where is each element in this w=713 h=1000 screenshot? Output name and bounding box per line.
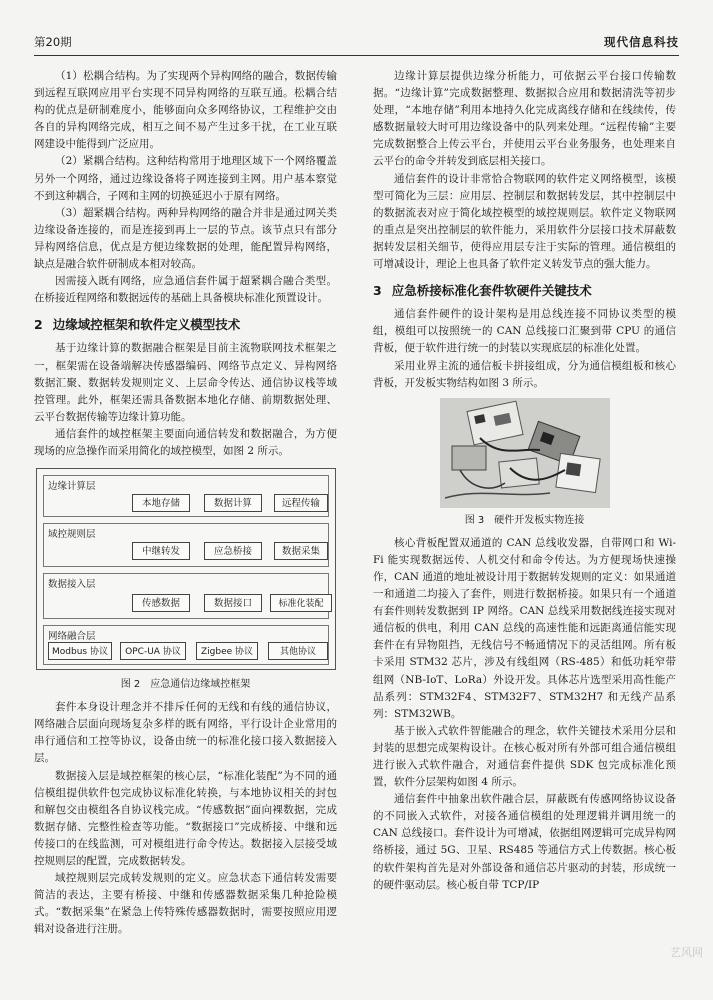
right-column [373, 68, 676, 894]
diagram-box: 数据接口 [204, 594, 262, 612]
paragraph-tight-coupling: （2）紧耦合结构。这种结构常用于地理区域下一个网络覆盖另外一个网络，通过边缘设备将子网连接到主网。用户基本察觉不到这种耦合，子网和主网的切换延迟小于原有网络。 [34, 155, 337, 202]
paragraph-board-composition: 采用业界主流的通信板卡拼接组成，分为通信模组板和核心背板，开发板实物结构如图 3 所示。 [373, 359, 676, 389]
figure-3-photo [440, 398, 610, 508]
header-rule [34, 55, 679, 56]
paragraph-fig2-intro: 通信套件的域控框架主要面向通信转发和数据融合，为方便现场的应急操作而采用简化的域控模型，如图 2 所示。 [34, 427, 337, 457]
diagram-box: 中继转发 [132, 542, 190, 560]
paragraph-sdn-model: 通信套件的设计非常恰合物联网的软件定义网络模型，该模型可简化为三层：应用层、控制层和数据转发层，其中控制层中的数据流表对应于简化域控模型的域控规则层。软件定义物联网的重点是突出控制层的软件能力，采用软件分层接口技术屏蔽数据转发层相关细节，使得应用层专注于实际的管理。通信模组的可增减设计，理论上也具备了软件定义转发节点的强大能力。 [373, 172, 676, 271]
paragraph-loose-coupling: （1）松耦合结构。为了实现两个异构网络的融合，数据传输到远程互联网应用平台实现不同异构网络的互联互通。松耦合结构的优点是研制难度小，能够面向众多网络协议，工程维护交由各自的异构网络完成，相互之间不易产生过多干扰，在工业互联网建设中能得到广泛应用。 [34, 70, 337, 151]
figure-2-title: 应急通信边缘域控框架 [150, 679, 251, 691]
layer-label: 网络融合层 [48, 631, 96, 643]
paragraph-framework: 基于边缘计算的数据融合框架是目前主流物联网技术框架之一，框架需在设备端解决传感器编码、网络节点定义、异构网络数据汇聚、数据转发规则定义、上层命令传达、通信协议栈等域控管理。此外，框架还需具备数据本地化存储、前期数据处理、云平台数据传输等边缘计算功能。 [34, 342, 337, 423]
layer-label: 域控规则层 [48, 529, 96, 541]
paragraph-edge-layer: 边缘计算层提供边缘分析能力，可依据云平台接口传输数据。“边缘计算”完成数据整理、数据拟合应用和数据清洗等初步处理，“本地存储”利用本地持久化完成离线存储和在线续传，传感数据量较大时可用边缘设备中的队列来处理。“远程传输”主要完成数据整合上传云平台，并使用云平台业务服务，也处理来自云平台的命令并转发到底层相关接口。 [373, 70, 676, 168]
journal-title: 现代信息科技 [604, 35, 679, 49]
figure-3-title: 硬件开发板实物连接 [494, 514, 585, 526]
paragraph-ultra-tight-coupling: （3）超紧耦合结构。两种异构网络的融合并非是通过网关类边缘设备连接的，而是连接到再上一层的节点。该节点只有部分异构网络信息，优点是方便边缘数据的处理，能配置异构网络，缺点是融合软件研制成本相对较高。 [34, 206, 337, 271]
section-2-number: 2 [34, 317, 43, 333]
diagram-box: 其他协议 [268, 642, 328, 660]
paragraph-domain-rule-layer: 域控规则层完成转发规则的定义。应急状态下通信转发需要简洁的表达，主要有桥接、中继和传感器数据采集几种抢险模式。“数据采集”在紧急上传特殊传感器数据时，需要按照应用逻辑对设备进行注册。 [34, 872, 337, 936]
edge-computing-layer [43, 475, 329, 517]
diagram-box: OPC-UA 协议 [120, 642, 186, 660]
paragraph-kit-type: 因需接入既有网络，应急通信套件属于超紧耦合融合类型。在桥接近程网络和数据远传的基础上具备模块标准化预置设计。 [34, 275, 337, 305]
diagram-box: Zigbee 协议 [196, 642, 258, 660]
paragraph-hardware-arch: 通信套件硬件的设计架构是用总线连接不同协议类型的模组，模组可以按照统一的 CAN 总线接口汇聚到带 CPU 的通信背板，便于软件进行统一的封装以实现底层的标准化处置。 [373, 308, 676, 355]
section-2-heading [34, 316, 337, 333]
network-fusion-layer [43, 625, 329, 665]
paragraph-software-fusion: 基于嵌入式软件智能融合的理念，软件关键技术采用分层和封装的思想完成架构设计。在核心板对所有外部可组合通信模组进行嵌入式软件融合，对通信套件提供 SDK 包完成标准化预置，软件分层架构如图 4 所示。 [373, 724, 676, 789]
diagram-box: 数据采集 [274, 542, 328, 560]
figure-3-caption [373, 512, 676, 529]
diagram-box: 数据计算 [204, 494, 262, 512]
section-3-heading [373, 282, 676, 299]
domain-control-layer [43, 523, 329, 567]
watermark: 艺风网 [670, 946, 703, 959]
figure-3-number: 图 3 [464, 514, 485, 526]
data-access-layer [43, 573, 329, 619]
diagram-box: 标准化装配 [270, 594, 332, 612]
left-column [34, 68, 337, 938]
section-3-number: 3 [373, 283, 382, 299]
section-2-title: 边缘域控框架和软件定义模型技术 [52, 317, 241, 333]
diagram-box: 应急桥接 [204, 542, 262, 560]
diagram-box: 传感数据 [132, 594, 190, 612]
diagram-box: 本地存储 [132, 494, 190, 512]
section-3-title: 应急桥接标准化套件软硬件关键技术 [391, 283, 592, 299]
diagram-box: Modbus 协议 [48, 642, 112, 660]
hardware-board-photo [440, 398, 610, 508]
paragraph-data-access-layer: 数据接入层是域控框架的核心层，“标准化装配”为不同的通信模组提供软件包完成协议标准化转换，与本地协议相关的封包和解包交由模组各自协议栈完成。“传感数据”面向裸数据，完成数据存储、完整性检查等功能。“数据接口”完成桥接、中继和远传接口的在线监测，可对模组进行命令传达。数据接入层接受域控规则层的配置，完成数据转发。 [34, 769, 337, 867]
layer-label: 数据接入层 [48, 579, 96, 591]
issue-number: 第20期 [34, 35, 72, 49]
figure-2-number: 图 2 [120, 679, 141, 691]
figure-2-caption [34, 676, 337, 693]
paragraph-software-layer: 通信套件中抽象出软件融合层，屏蔽既有传感网络协议设备的不同嵌入式软件，对接各通信模组的处理逻辑并调用统一的 CAN 总线接口。套件设计为可增减，依据组网逻辑可完成异构网络桥接，通过 5G、卫星、RS485 等通信方式上传数据。核心板的软件架构首先是对外部设备和通信芯片驱动的封装，形成统一的硬件驱动层。核心板自带 TCP/IP [373, 793, 676, 891]
paragraph-core-backplane: 核心背板配置双通道的 CAN 总线收发器，自带网口和 Wi-Fi 能实现数据远传、人机交付和命令传达。为方便现场快速操作，CAN 通道的地址被设计用于数据转发规则的定义：如果通道一和通道二均接入了套件，则进行数据桥接。如果只有一个通道有套件则转发数据到 IP 网络。CAN 总线采用数据线连接实现对通信板的供电，利用 CAN 总线的高速性能和远距离通信能实现套件在有异物阻挡，无线信号不畅通情况下的灵活组网。所有板卡采用 STM32 芯片，涉及有线组网（RS-485）和低功耗窄带组网（NB-IoT、LoRa）外设开发。具体芯片选型采用高性能产品系列：STM32F4、STM32F7、STM32H7 和无线产品系列：STM32WB。 [373, 536, 676, 720]
diagram-box: 远程传输 [274, 494, 328, 512]
layer-label: 边缘计算层 [48, 481, 96, 493]
figure-2-diagram [36, 468, 336, 670]
paragraph-protocol-design: 套件本身设计理念并不排斥任何的无线和有线的通信协议，网络融合层面向现场复杂多样的既有网络，平行设计企业常用的串行通信和工控等协议，设备由统一的标准化接口接入数据接入层。 [34, 701, 337, 765]
